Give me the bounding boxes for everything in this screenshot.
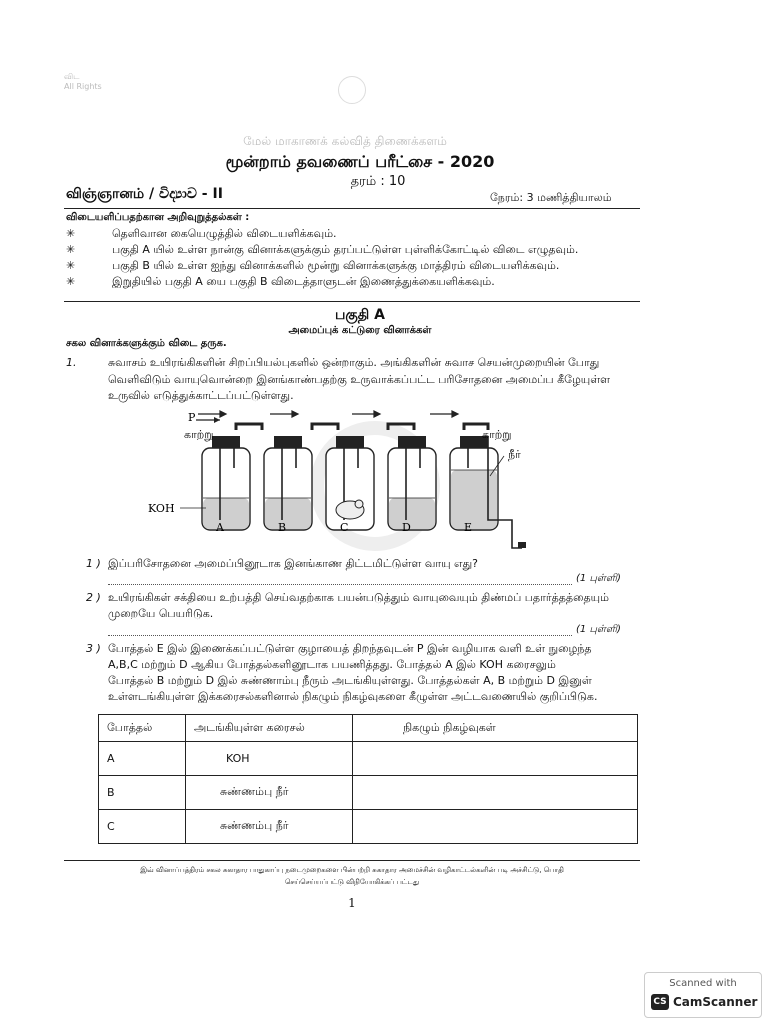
question-intro-line: உருவில் எடுத்துக்காட்டப்பட்டுள்ளது. (108, 389, 294, 402)
subquestion-text: A,B,C மற்றும் D ஆகிய போத்தல்களினூடாக பயணித்தது. போத்தல் A இல் KOH கரைசலும் (108, 658, 556, 671)
answer-line[interactable] (108, 625, 572, 636)
solution-cell: KOH (186, 742, 353, 776)
instruction-item: ✳ பகுதி A யில் உள்ள நான்கு வினாக்களுக்கும் தரப்பட்டுள்ள புள்ளிக்கோட்டில் விடை எழுதவும். (66, 243, 579, 256)
instruction-item: ✳ இறுதியில் பகுதி A யை பகுதி B விடைத்தாளுடன் இணைத்துக்கையளிக்கவும். (66, 275, 495, 288)
apparatus-diagram (140, 408, 540, 558)
exam-time: நேரம்: 3 மணித்தியாலம் (490, 191, 612, 204)
subject: விஞ்ஞானம் / විද්‍යාව - II (66, 186, 223, 202)
label-water: நீர் (508, 448, 521, 461)
asterisk-icon: ✳ (66, 243, 76, 256)
subquestion-text: இப்பரிசோதனை அமைப்பினூடாக இனங்காண திட்டமிட்டுள்ள வாயு எது? (108, 557, 478, 570)
mark-label: (1 புள்ளி) (576, 573, 621, 584)
page-number: 1 (348, 896, 356, 910)
subquestion-number: 2 ) (86, 591, 101, 604)
corner-note: விட (64, 72, 80, 81)
bottle-label-b: B (278, 521, 287, 534)
instruction-item: ✳ பகுதி B யில் உள்ள ஐந்து வினாக்களில் மூன்று வினாக்களுக்கு மாத்திரம் விடையளிக்கவும். (66, 259, 560, 272)
instruction-item: ✳ தெளிவான கையெழுத்தில் விடையளிக்கவும். (66, 227, 337, 240)
bottle-label-a: A (216, 521, 224, 534)
airflow-arrows (198, 411, 458, 417)
grade: தரம் : 10 (350, 174, 406, 189)
bottle-cell: C (99, 810, 186, 844)
part-directive: சகல வினாக்களுக்கும் விடை தருக. (66, 338, 227, 349)
event-cell[interactable] (353, 776, 638, 810)
solution-cell: சுண்ணம்பு நீர் (186, 810, 353, 844)
bottle-label-e: E (464, 521, 473, 534)
event-cell[interactable] (353, 742, 638, 776)
corner-note-2: All Rights (64, 82, 102, 91)
part-title: பகுதி A (335, 307, 385, 323)
footer-note: இவ் வினாப்பத்திரம் சகல சுகாதார பாதுகாப்பு நடைமுறைகளை பின்பற்றி சுகாதார அமைச்சின் வழிகாட்டல்களின் படி அச்சிட்டு, பொதி (140, 866, 564, 874)
column-header: போத்தல் (99, 715, 186, 742)
question-intro-line: வெளிவிடும் வாயுவொன்றை இனங்காண்பதற்கு உருவாக்கப்பட்ட பரிசோதனை அமைப்ப கீழேயுள்ள (108, 373, 611, 386)
emblem-logo (338, 76, 366, 104)
instructions-heading: விடையளிப்பதற்கான அறிவுறுத்தல்கள் : (66, 212, 250, 223)
subquestion-text: போத்தல் E இல் இணைக்கப்பட்டுள்ள குழாயைத் திறந்தவுடன் P இன் வழியாக வளி உள் நுழைந்த (108, 642, 592, 655)
column-header: நிகழும் நிகழ்வுகள் (353, 715, 638, 742)
table-row (99, 810, 638, 844)
asterisk-icon: ✳ (66, 227, 76, 240)
table-row (99, 776, 638, 810)
subquestion-text: முறையே பெயரிடுக. (108, 607, 214, 620)
subquestion-text: உயிரங்கிகள் சக்தியை உற்பத்தி செய்வதற்காக பயன்படுத்தும் வாயுவையும் திண்மப் பதார்த்தத்தையும் (108, 591, 609, 604)
asterisk-icon: ✳ (66, 275, 76, 288)
table-row (99, 742, 638, 776)
question-number: 1. (66, 356, 77, 369)
event-cell[interactable] (353, 810, 638, 844)
badge-brand: CamScanner (673, 995, 758, 1009)
label-p: P (188, 411, 196, 424)
observation-table (98, 714, 638, 844)
table-header-row (99, 715, 638, 742)
badge-caption: Scanned with (669, 978, 737, 989)
label-air-left: காற்று (184, 428, 214, 441)
header-divider (64, 208, 640, 209)
part-subtitle: அமைப்புக் கட்டுரை வினாக்கள் (288, 325, 432, 336)
solution-cell: சுண்ணம்பு நீர் (186, 776, 353, 810)
subquestion-text: போத்தல் B மற்றும் D இல் சுண்ணாம்பு நீரும் அடங்கியுள்ளது. போத்தல்கள் A, B மற்றும் D இனுள் (108, 674, 592, 687)
subquestion-number: 1 ) (86, 557, 101, 570)
subquestion-text: உள்ளடங்கியுள்ள இக்கரைசல்களினால் நிகழும் நிகழ்வுகளை கீழுள்ள அட்டவணையில் குறிப்பிடுக. (108, 690, 598, 703)
label-air-right: காற்று (482, 428, 512, 441)
bottle-cell: B (99, 776, 186, 810)
bottle-label-c: C (340, 521, 349, 534)
footer-note: செய்செய்யப்பட்டு விநியோகிக்கப் பட்டது (284, 878, 420, 886)
label-koh: KOH (148, 502, 175, 515)
answer-line[interactable] (108, 574, 572, 585)
camscanner-logo-icon: CS (651, 994, 669, 1010)
subquestion-number: 3 ) (86, 642, 101, 655)
scanner-badge (644, 972, 762, 1018)
column-header: அடங்கியுள்ள கரைசல் (186, 715, 353, 742)
school-line: மேல் மாகாணக் கல்வித் திணைக்களம் (243, 134, 447, 148)
instructions-divider (64, 301, 640, 302)
asterisk-icon: ✳ (66, 259, 76, 272)
bottle-label-d: D (402, 521, 411, 534)
footer-divider (64, 860, 640, 861)
question-intro-line: சுவாசம் உயிரங்கிகளின் சிறப்பியல்புகளில் ஒன்றாகும். அங்கிகளின் சுவாச செயன்முறையின் போது (108, 356, 600, 369)
exam-title: மூன்றாம் தவணைப் பரீட்சை - 2020 (225, 152, 495, 171)
bottle-cell: A (99, 742, 186, 776)
mark-label: (1 புள்ளி) (576, 624, 621, 635)
